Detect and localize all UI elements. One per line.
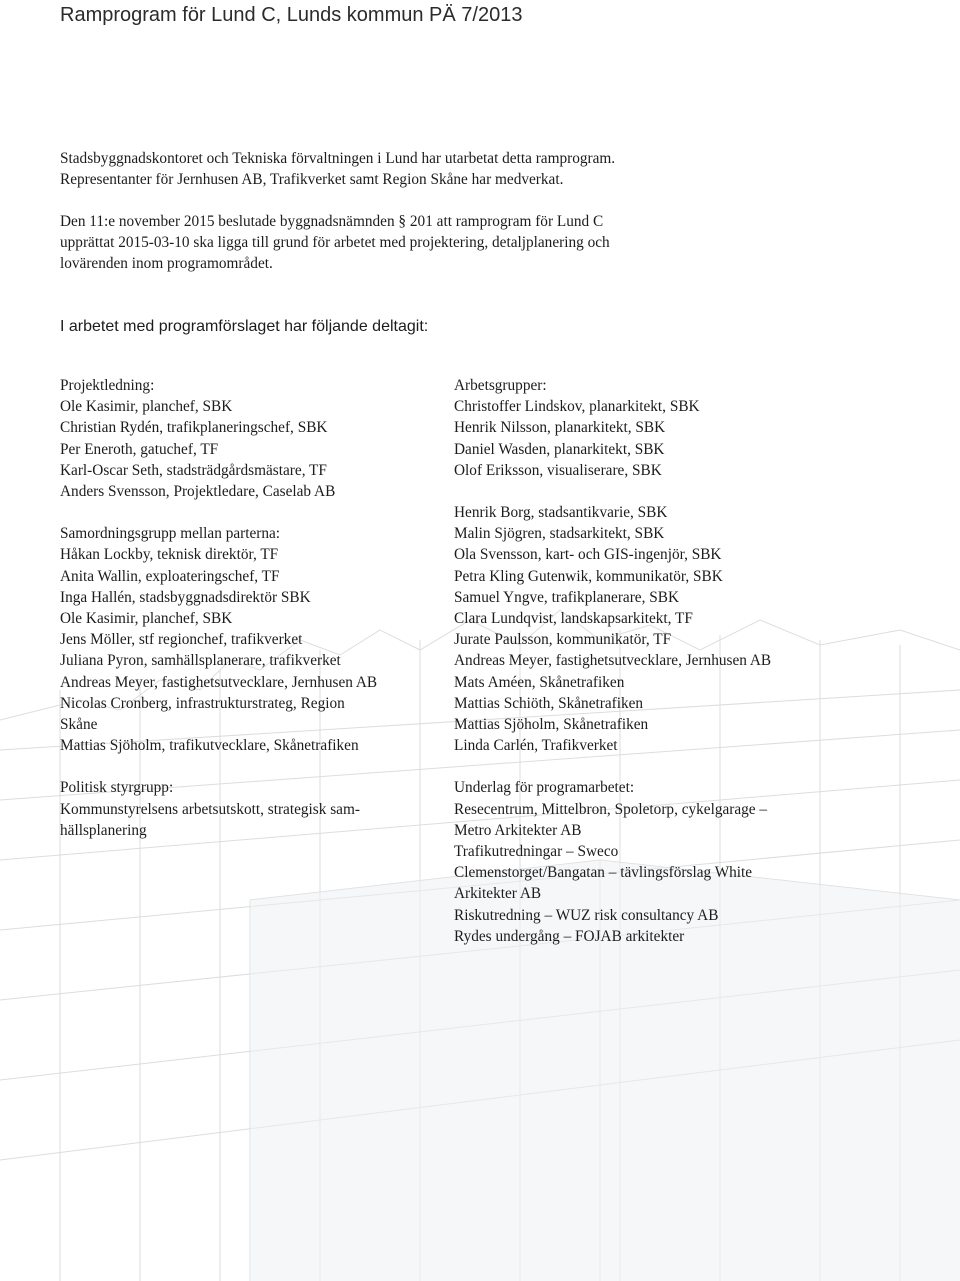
participant-line: Mattias Schiöth, Skånetrafiken — [454, 694, 644, 712]
participant-line: Andreas Meyer, fastighetsutvecklare, Jernhusen AB — [454, 652, 772, 670]
participant-line: Karl-Oscar Seth, stadsträdgårdsmästare, TF — [60, 461, 327, 479]
decision-paragraph — [60, 211, 920, 275]
group-title: Arbetsgrupper: — [454, 377, 547, 394]
participant-line: Olof Eriksson, visualiserare, SBK — [454, 461, 662, 479]
participant-line: Nicolas Cronberg, infrastrukturstrateg, Region — [60, 694, 345, 712]
intro-paragraph — [60, 148, 920, 190]
participants-heading: I arbetet med programförslaget har följande deltagit: — [60, 318, 429, 335]
participant-line: Resecentrum, Mittelbron, Spoletorp, cykelgarage – — [454, 800, 768, 818]
participant-line: Inga Hallén, stadsbyggnadsdirektör SBK — [60, 588, 311, 606]
intro-line: Stadsbyggnadskontoret och Tekniska förvaltningen i Lund har utarbetat detta ramprogram. — [60, 150, 616, 167]
group-title: Politisk styrgrupp: — [60, 779, 174, 797]
participant-line: Mats Améen, Skånetrafiken — [454, 673, 625, 691]
participant-line: Linda Carlén, Trafikverket — [454, 737, 618, 755]
group-title: Underlag för programarbetet: — [454, 779, 635, 797]
participant-line: Mattias Sjöholm, Skånetrafiken — [454, 716, 649, 734]
participant-line: Kommunstyrelsens arbetsutskott, strategisk sam- — [60, 800, 360, 818]
group-title: Projektledning: — [60, 377, 155, 394]
right-column — [454, 375, 874, 968]
participant-line: Ola Svensson, kart- och GIS-ingenjör, SBK — [454, 546, 722, 564]
right-group — [454, 502, 874, 756]
participant-line: Riskutredning – WUZ risk consultancy AB — [454, 906, 719, 924]
participant-line: Andreas Meyer, fastighetsutvecklare, Jernhusen AB — [60, 673, 378, 691]
left-group — [60, 777, 440, 841]
participant-line: Petra Kling Gutenwik, kommunikatör, SBK — [454, 567, 723, 585]
participant-line: Ole Kasimir, planchef, SBK — [60, 398, 233, 416]
participant-line: Juliana Pyron, samhällsplanerare, trafikverket — [60, 652, 341, 670]
participant-line: Anders Svensson, Projektledare, Caselab AB — [60, 483, 336, 501]
participant-line: Håkan Lockby, teknisk direktör, TF — [60, 546, 279, 564]
participant-line: Clemenstorget/Bangatan – tävlingsförslag White — [454, 864, 753, 882]
group-title: Samordningsgrupp mellan parterna: — [60, 525, 281, 543]
participant-line: Skåne — [60, 716, 98, 734]
participant-line: Metro Arkitekter AB — [454, 821, 582, 839]
participant-line: Malin Sjögren, stadsarkitekt, SBK — [454, 525, 665, 543]
participant-line: Clara Lundqvist, landskapsarkitekt, TF — [454, 610, 693, 628]
participant-line: Ole Kasimir, planchef, SBK — [60, 610, 233, 628]
decision-line: upprättat 2015-03-10 ska ligga till grund för arbetet med projektering, detaljplanering och — [60, 234, 610, 252]
participant-line: Daniel Wasden, planarkitekt, SBK — [454, 440, 665, 458]
participant-line: Henrik Borg, stadsantikvarie, SBK — [454, 504, 668, 522]
participant-line: Christoffer Lindskov, planarkitekt, SBK — [454, 398, 700, 416]
participant-line: Mattias Sjöholm, trafikutvecklare, Skånetrafiken — [60, 737, 359, 755]
participant-line: Samuel Yngve, trafikplanerare, SBK — [454, 588, 679, 606]
participant-line: Arkitekter AB — [454, 885, 542, 903]
left-group — [60, 375, 440, 502]
participant-line: Per Eneroth, gatuchef, TF — [60, 440, 219, 458]
left-group — [60, 523, 440, 756]
participant-line: Jens Möller, stf regionchef, trafikverket — [60, 631, 303, 649]
participant-line: Christian Rydén, trafikplaneringschef, SBK — [60, 419, 328, 437]
participant-line: Jurate Paulsson, kommunikatör, TF — [454, 631, 672, 649]
page-header-title: Ramprogram för Lund C, Lunds kommun PÄ 7/2013 — [60, 4, 523, 26]
intro-line: Representanter för Jernhusen AB, Trafikverket samt Region Skåne har medverkat. — [60, 171, 564, 189]
participant-line: Rydes undergång – FOJAB arkitekter — [454, 927, 685, 945]
participant-line: Trafikutredningar – Sweco — [454, 843, 619, 861]
left-column — [60, 375, 440, 862]
participant-line: hällsplanering — [60, 821, 147, 839]
decision-line: lovärenden inom programområdet. — [60, 255, 273, 273]
right-group — [454, 375, 874, 481]
participant-line: Anita Wallin, exploateringschef, TF — [60, 567, 280, 585]
decision-line: Den 11:e november 2015 beslutade byggnadsnämnden § 201 att ramprogram för Lund C — [60, 213, 604, 230]
right-group — [454, 777, 874, 947]
participant-line: Henrik Nilsson, planarkitekt, SBK — [454, 419, 666, 437]
